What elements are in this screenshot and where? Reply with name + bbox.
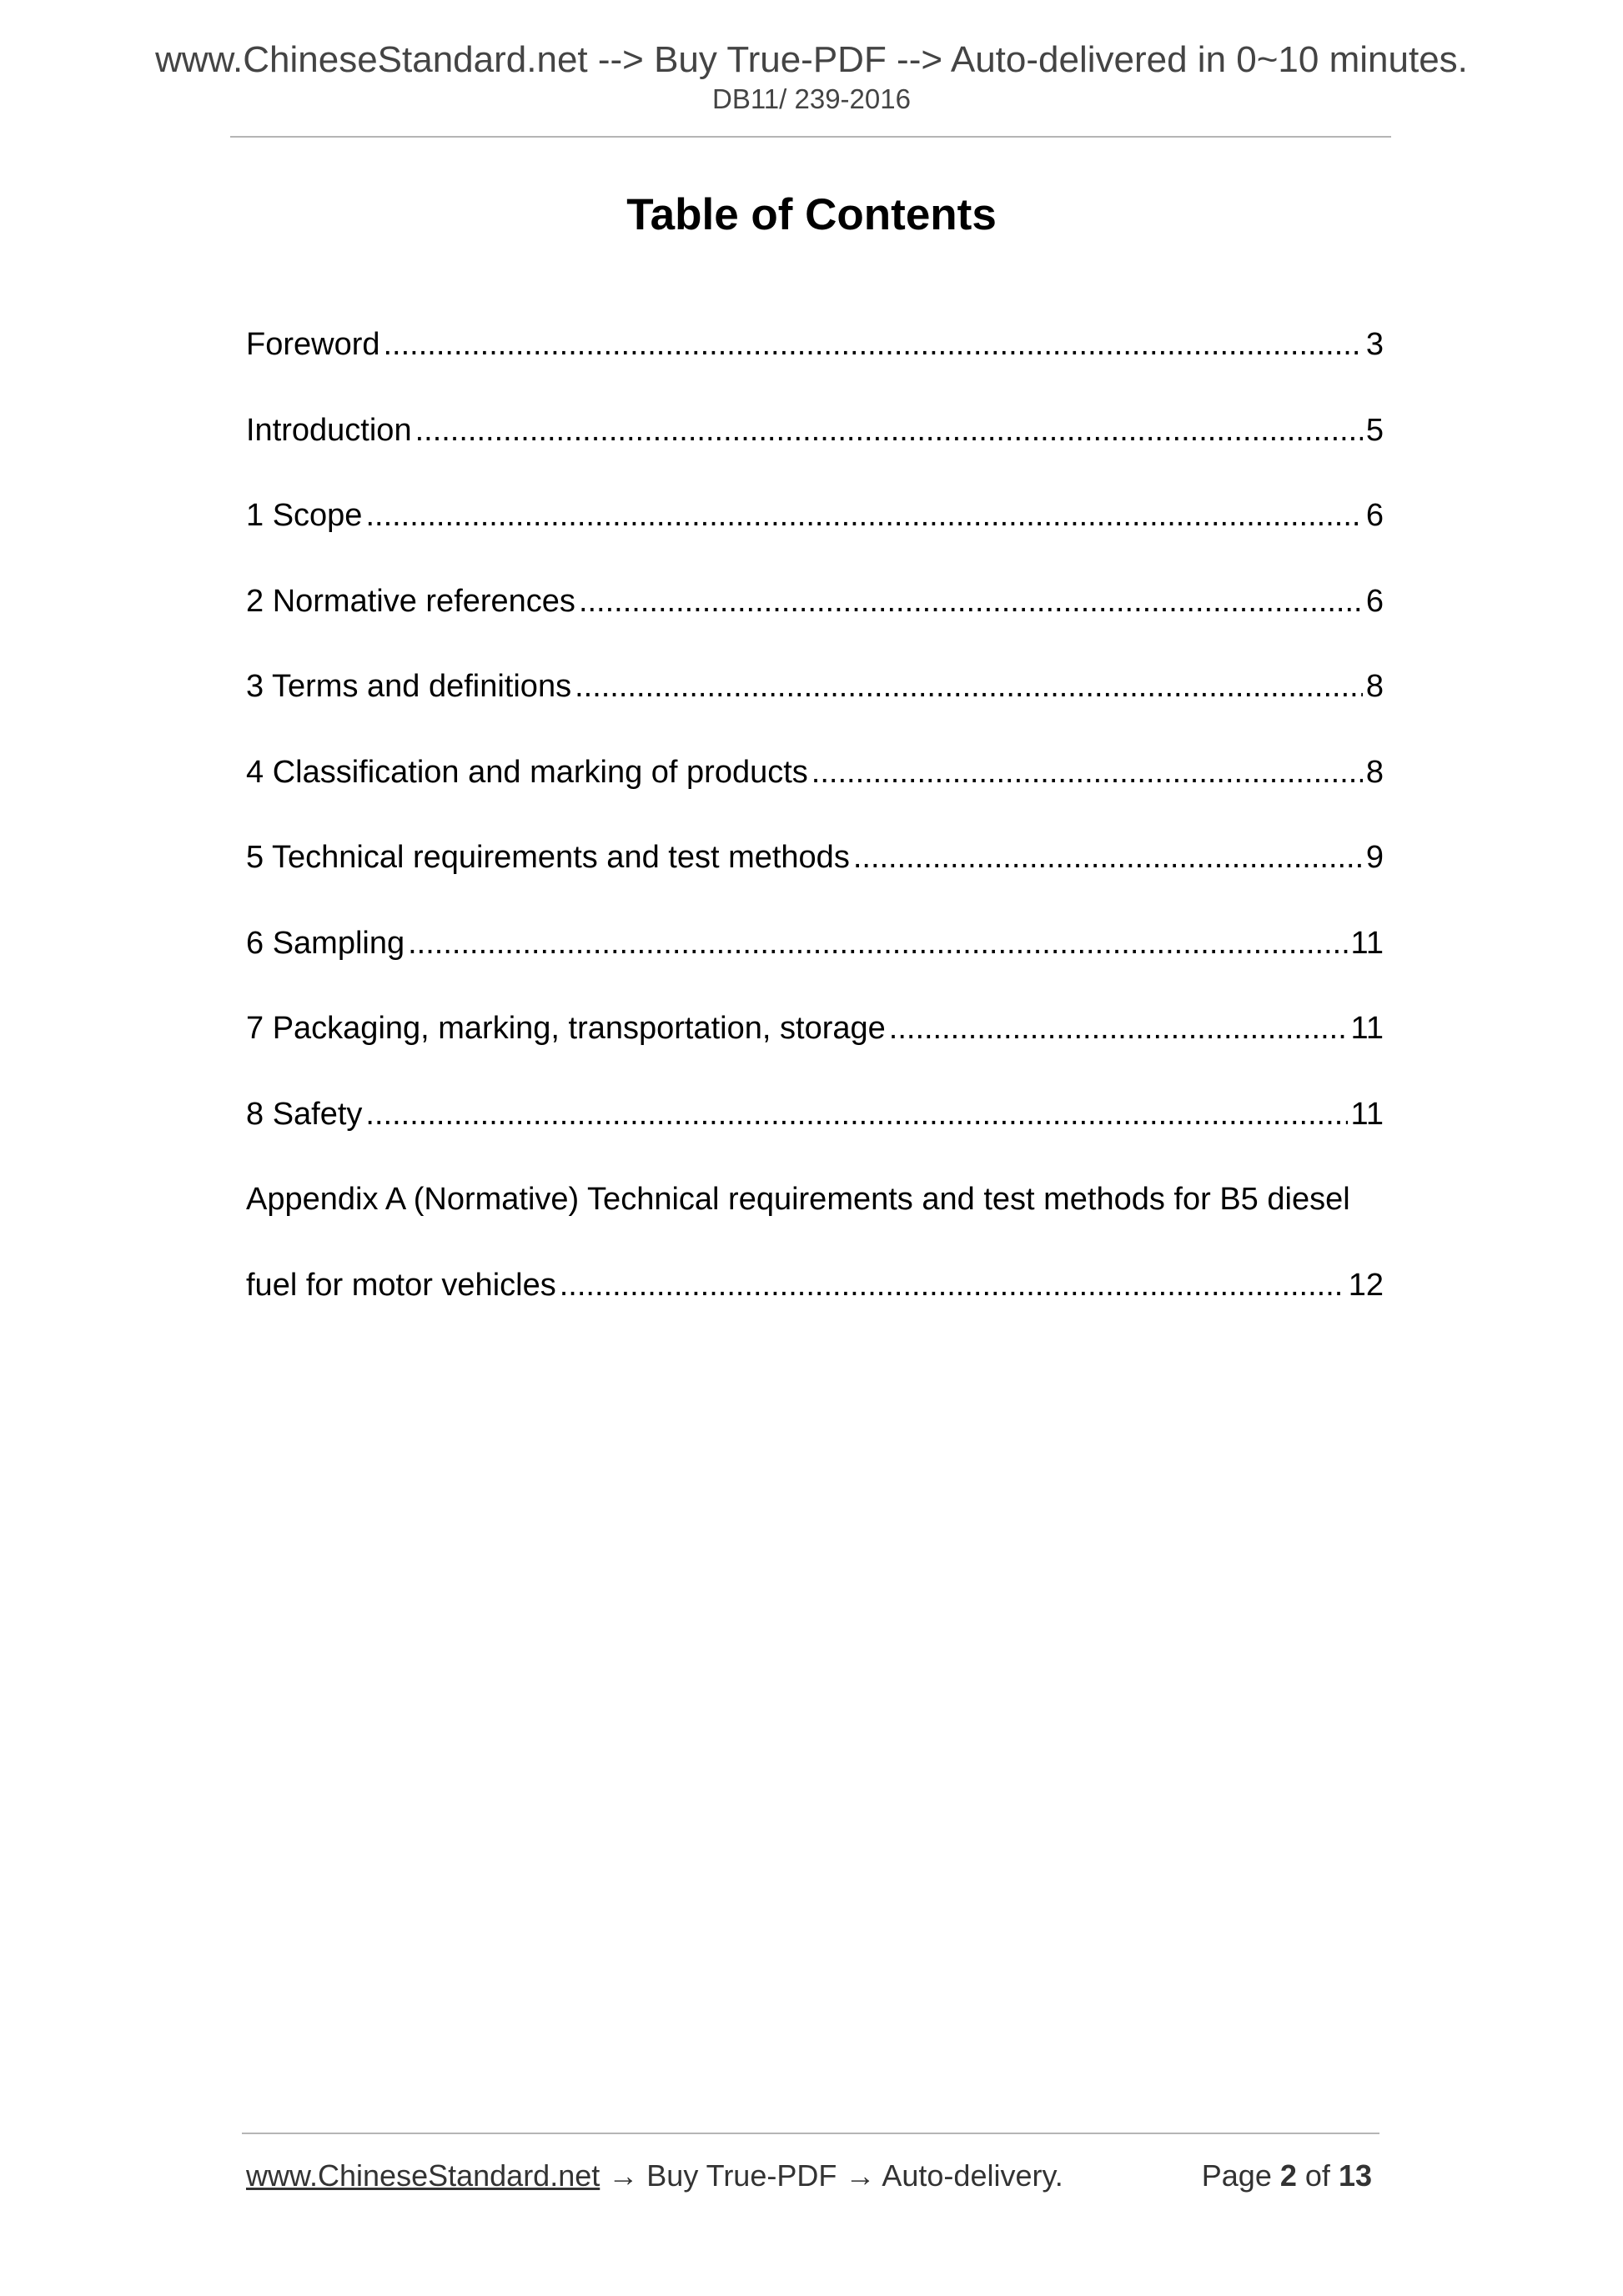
toc-entry-introduction[interactable] [246,408,1384,494]
toc-entry-page: 11 [1350,925,1384,961]
toc-dot-leader [415,408,1363,453]
toc-entry-sampling[interactable] [246,921,1384,1007]
toc-dot-leader [365,1092,1347,1137]
toc-entry-page: 8 [1365,669,1384,704]
header-divider [230,136,1391,138]
toc-title: Table of Contents [626,190,997,239]
toc-entry-page: 6 [1365,498,1384,533]
page-indicator [1202,2156,1372,2196]
toc-dot-leader [384,322,1363,367]
footer-delivery-text: Auto-delivery. [882,2158,1063,2193]
toc-entry-label: 7 Packaging, marking, transportation, storage [246,1011,886,1046]
toc-dot-leader [560,1263,1345,1308]
current-page-number: 2 [1279,2158,1297,2193]
arrow-right-icon: → [845,2158,876,2193]
toc-entry-page: 3 [1365,327,1384,362]
footer-buy-text: Buy True-PDF [646,2158,837,2193]
toc-entry-label: 5 Technical requirements and test methods [246,840,850,875]
toc-entry-page: 6 [1365,583,1384,619]
page-footer [246,2156,1372,2196]
toc-entry-technical-requirements[interactable] [246,835,1384,921]
toc-entry-appendix-a-continued[interactable] [246,1263,1384,1349]
toc-entry-page: 11 [1350,1096,1384,1132]
top-banner: www.ChineseStandard.net --> Buy True-PDF --> Auto-delivered in 0~10 minutes. [155,39,1468,80]
document-code: DB11/ 239-2016 [712,83,911,114]
toc-entry-page: 5 [1365,412,1384,448]
toc-entry-label: 2 Normative references [246,583,575,619]
toc-dot-leader [579,579,1363,624]
toc-list [246,322,1384,1348]
toc-entry-normative-references[interactable] [246,579,1384,665]
toc-dot-leader [889,1006,1348,1051]
toc-entry-safety[interactable] [246,1092,1384,1178]
toc-entry-page: 8 [1365,754,1384,790]
toc-entry-label: 8 Safety [246,1096,363,1132]
toc-entry-foreword[interactable] [246,322,1384,408]
toc-entry-label: Introduction [246,412,412,448]
total-page-count: 13 [1338,2158,1372,2193]
toc-dot-leader [853,835,1363,880]
toc-entry-classification-marking[interactable] [246,750,1384,836]
toc-dot-leader [812,750,1363,795]
toc-dot-leader [365,493,1362,538]
toc-entry-packaging[interactable] [246,1006,1384,1092]
arrow-right-icon: → [608,2158,639,2193]
toc-entry-label: 1 Scope [246,498,363,533]
toc-entry-label: Foreword [246,327,380,362]
toc-entry-page: 12 [1348,1267,1384,1303]
footer-divider [242,2133,1379,2134]
toc-entry-scope[interactable] [246,493,1384,579]
toc-entry-label: 3 Terms and definitions [246,669,572,704]
footer-site-link[interactable]: www.ChineseStandard.net [246,2158,600,2193]
toc-entry-label-continued: fuel for motor vehicles [246,1267,556,1303]
page-word: Page [1201,2158,1272,2193]
toc-entry-appendix-a[interactable] [246,1177,1384,1263]
toc-dot-leader [575,664,1363,709]
toc-entry-label: 4 Classification and marking of products [246,754,808,790]
toc-entry-label: Appendix A (Normative) Technical requirements and test methods for B5 diesel [246,1182,1350,1217]
toc-entry-terms-definitions[interactable] [246,664,1384,750]
toc-entry-page: 9 [1365,840,1384,875]
toc-dot-leader [408,921,1347,966]
toc-entry-label: 6 Sampling [246,925,405,961]
toc-entry-page: 11 [1350,1011,1384,1046]
of-word: of [1304,2158,1330,2193]
